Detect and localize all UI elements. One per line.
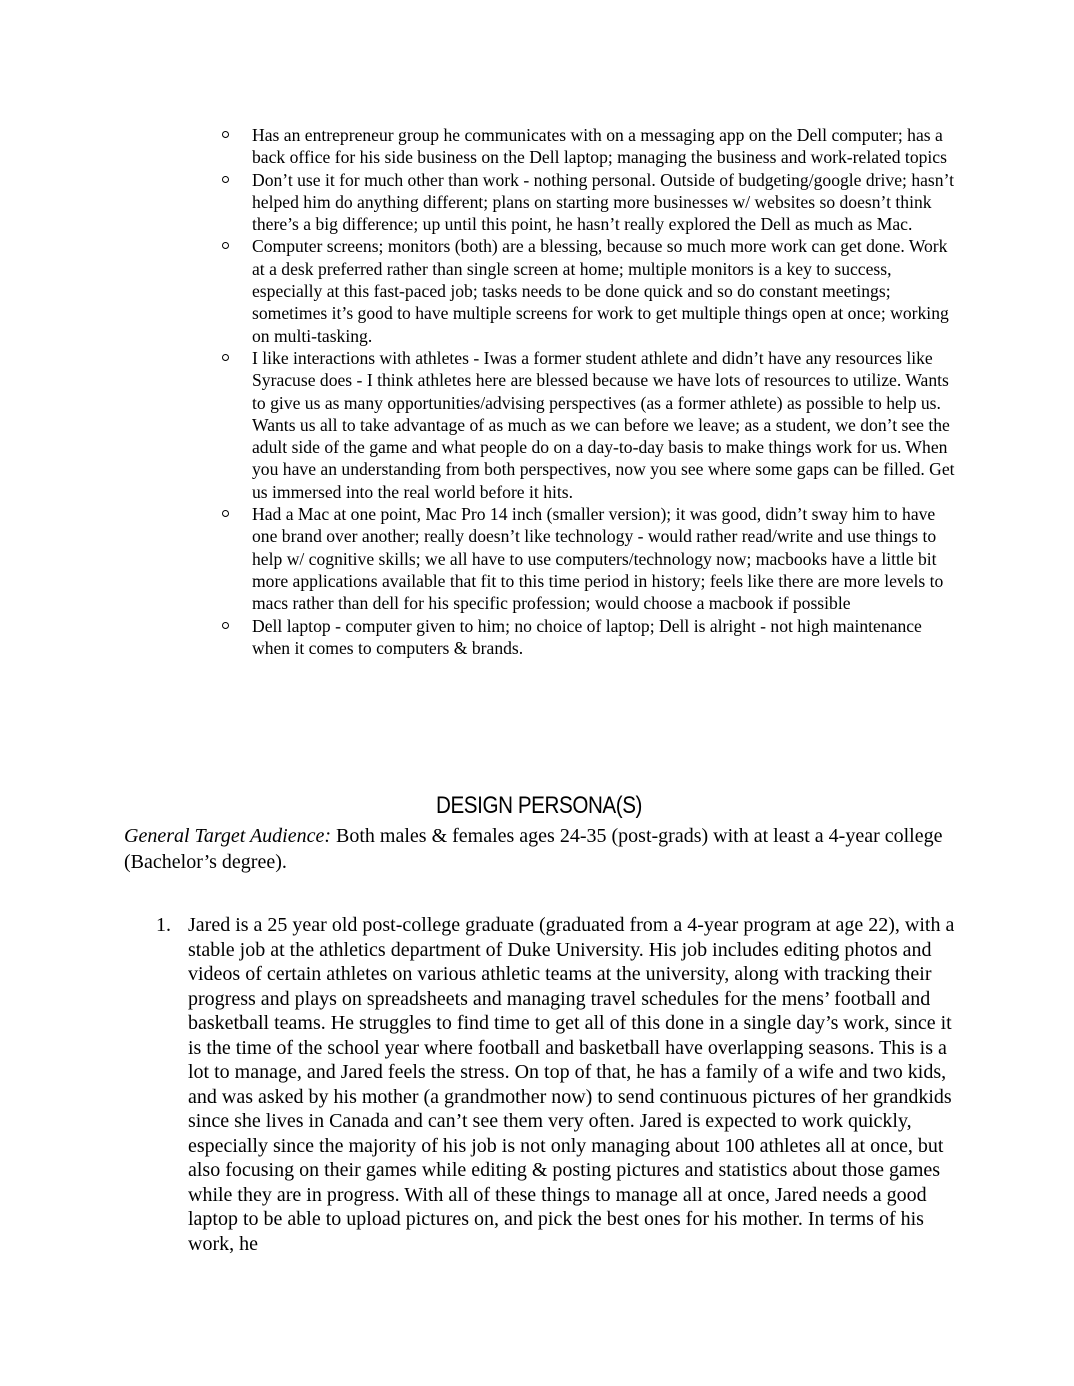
- list-item-text: Don’t use it for much other than work - nothing personal. Outside of budgeting/google drive; hasn’t helped him do anything different; plans on starting more businesses w/ websites so doesn’t think there’s a big difference; up until this point, he hasn’t really explored the Dell as much as Mac.: [252, 169, 954, 235]
- list-item: [222, 615, 962, 660]
- hollow-circle-bullet-icon: [222, 354, 229, 361]
- target-audience-paragraph: [124, 823, 954, 875]
- list-item-text: Had a Mac at one point, Mac Pro 14 inch (smaller version); it was good, didn’t sway him to have one brand over another; really doesn’t like technology - would rather read/write and use things to help w/ cognitive skills; we all have to use computers/technology now; macbooks have a little bit more applications available that fit to this time period in history; feels like there are more levels to macs rather than dell for his specific profession; would choose a macbook if possible: [252, 504, 944, 614]
- hollow-circle-bullet-icon: [222, 176, 229, 183]
- target-audience-text: Both males & females ages 24-35 (post-grads) with at least a 4-year college (Bachelor’s degree).: [124, 825, 943, 873]
- list-item-text: I like interactions with athletes - Iwas a former student athlete and didn’t have any resources like Syracuse does - I think athletes here are blessed because we have lots of resources to utilize. Wants to give us as many opportunities/advising perspectives (as a former athlete) as possible to help us. Wants us all to take advantage of as much as we can before we leave; as a student, we don’t see the adult side of the game and what people do on a day-to-day basis to make things work for us. When you have an understanding from both perspectives, now you see where some gaps can be filled. Get us immersed into the real world before it hits.: [252, 347, 955, 502]
- persona-list: [156, 913, 956, 1256]
- list-item: [222, 169, 962, 236]
- hollow-circle-bullet-icon: [222, 242, 229, 249]
- hollow-circle-bullet-icon: [222, 622, 229, 629]
- persona-text: Jared is a 25 year old post-college graduate (graduated from a 4-year program at age 22), with a stable job at the athletics department of Duke University. His job includes editing photos and videos of certain athletes on various athletic teams at the university, along with tracking their progress and plays on spreadsheets and managing travel schedules for the mens’ football and basketball teams. He struggles to find time to get all of this done in a single day’s work, since it is the time of the school year where football and basketball have overlapping seasons. This is a lot to manage, and Jared feels the stress. On top of that, he has a family of a wife and two kids, and was asked by his mother (a grandmother now) to send continuous pictures of her grandkids since she lives in Canada and can’t see them very often. Jared is expected to work quickly, especially since the majority of his job is not only managing about 100 athletes all at once, but also focusing on their games while editing & posting pictures and statistics about those games while they are in progress. With all of these things to manage all at once, Jared needs a good laptop to be able to upload pictures on, and pick the best ones for his mother. In terms of his work, he: [188, 914, 955, 1255]
- target-audience-label: General Target Audience:: [124, 825, 332, 847]
- list-item-text: Has an entrepreneur group he communicates with on a messaging app on the Dell computer; has a back office for his side business on the Dell laptop; managing the business and work-related topics: [252, 125, 947, 168]
- list-item: [222, 235, 962, 346]
- interview-notes-list: [222, 124, 962, 659]
- section-heading: DESIGN PERSONA(S): [435, 792, 642, 819]
- hollow-circle-bullet-icon: [222, 131, 229, 138]
- list-item: [222, 503, 962, 614]
- list-item-text: Dell laptop - computer given to him; no choice of laptop; Dell is alright - not high maintenance when it comes to computers & brands.: [252, 615, 922, 658]
- list-item-text: Computer screens; monitors (both) are a blessing, because so much more work can get done. Work at a desk preferred rather than single screen at home; multiple monitors is a key to success, especially at this fast-paced job; tasks needs to be done quick and so do constant meetings; sometimes it’s good to have multiple screens for work to get multiple things open at once; working on multi-tasking.: [252, 236, 949, 346]
- persona-item: [156, 913, 956, 1256]
- persona-number: 1.: [156, 914, 171, 936]
- list-item: [222, 347, 962, 503]
- list-item: [222, 124, 962, 169]
- hollow-circle-bullet-icon: [222, 510, 229, 517]
